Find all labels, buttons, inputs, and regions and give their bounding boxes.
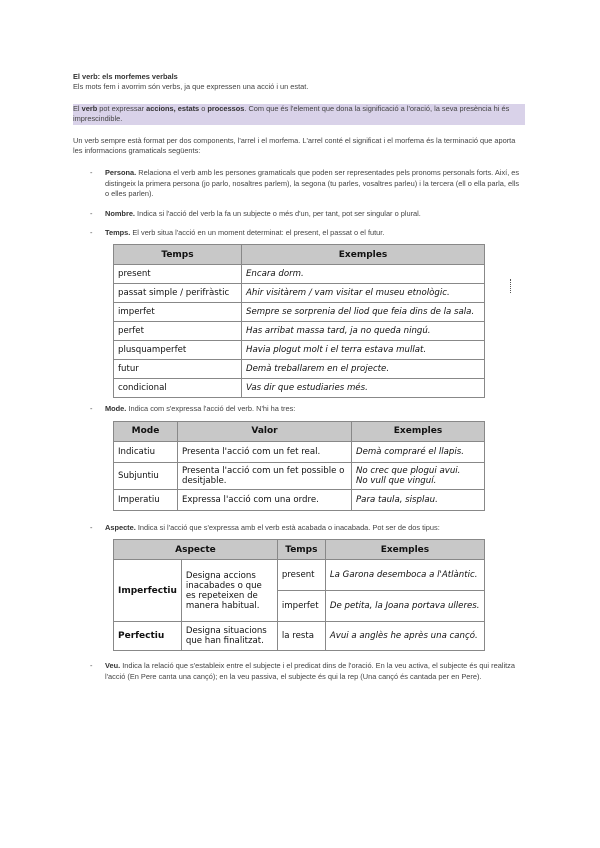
list-item-nombre xyxy=(73,209,525,219)
example-cell: Vas dir que estudiaries més. xyxy=(242,379,485,398)
table-row xyxy=(114,284,485,303)
mode-cell: Indicatiu xyxy=(114,441,178,462)
mode-header-exemples: Exemples xyxy=(352,421,485,441)
mode-cell: Imperatiu xyxy=(114,489,178,510)
aspect-perfectiu-cell: Perfectiu xyxy=(114,622,182,651)
list-item-aspecte xyxy=(73,523,525,651)
table-row xyxy=(114,341,485,360)
temps-header-temps: Temps xyxy=(114,245,242,265)
aspect-table xyxy=(113,539,485,651)
temps-header-exemples: Exemples xyxy=(242,245,485,265)
table-row xyxy=(114,360,485,379)
aspect-header-exemples: Exemples xyxy=(325,540,484,560)
nombre-label: Nombre. xyxy=(105,208,135,218)
example-cell: No crec que plogui avui. No vull que vinguí. xyxy=(352,462,485,489)
valor-cell: Expressa l'acció com una ordre. xyxy=(178,489,352,510)
aspect-desc-cell: Designa situacions que han finalitzat. xyxy=(181,622,277,651)
persona-label: Persona. xyxy=(105,168,137,178)
table-row xyxy=(114,560,485,591)
example-cell: Ahir visitàrem / vam visitar el museu etnològic. xyxy=(242,284,485,303)
term-processos: processos xyxy=(207,103,245,113)
tense-cell: passat simple / perifràstic xyxy=(114,284,242,303)
table-row xyxy=(114,441,485,462)
example-cell: Demà treballarem en el projecte. xyxy=(242,360,485,379)
list-item-mode xyxy=(73,404,525,510)
tense-cell: plusquamperfet xyxy=(114,341,242,360)
tense-cell: imperfet xyxy=(277,591,325,622)
list-item-veu xyxy=(73,661,525,682)
mode-header-valor: Valor xyxy=(178,421,352,441)
term-accions-estats: accions, estats xyxy=(146,103,200,113)
bullet-dash: - xyxy=(90,228,93,238)
temps-table xyxy=(113,244,485,398)
doc-title: El verb: els morfemes verbals xyxy=(73,72,178,81)
valor-cell: Presenta l'acció com un fet real. xyxy=(178,441,352,462)
mode-table xyxy=(113,421,485,511)
tense-cell: present xyxy=(114,265,242,284)
table-row xyxy=(114,462,485,489)
aspect-imperfectiu-cell: Imperfectiu xyxy=(114,560,182,622)
term-verb: verb xyxy=(81,103,98,113)
tense-cell: perfet xyxy=(114,322,242,341)
bullet-dash: - xyxy=(90,168,93,178)
aspect-header-aspecte: Aspecte xyxy=(114,540,278,560)
tense-cell: present xyxy=(277,560,325,591)
aspecte-text: Indica si l'acció que s'expressa amb el verb està acabada o inacabada. Pot ser de dos tipus: xyxy=(135,522,440,532)
tense-cell: futur xyxy=(114,360,242,379)
example-cell: Avui a anglès he après una cançó. xyxy=(325,622,484,651)
mode-label: Mode. xyxy=(105,404,127,414)
aspect-desc-cell: Designa accions inacabades o que es repeteixen de manera habitual. xyxy=(181,560,277,622)
table-row xyxy=(114,622,485,651)
list-item-temps xyxy=(73,228,525,398)
bullet-dash: - xyxy=(90,661,93,671)
list-item-persona xyxy=(73,168,525,199)
margin-marker xyxy=(510,279,512,293)
example-cell: Has arribat massa tard, ja no queda ningú. xyxy=(242,322,485,341)
tense-cell: imperfet xyxy=(114,303,242,322)
persona-text: Relaciona el verb amb les persones gramaticals que poden ser representades pels pronoms personals forts. Així, es distingeix la primera persona (jo parlo, nosaltres parlem), la segona (tu parles, vosaltres parleu) i la tercera (ell o ella parla, ells o elles parlen). xyxy=(105,168,520,199)
table-row xyxy=(114,489,485,510)
intro-text: Els mots fem i avorrim són verbs, ja que expressen una acció i un estat. xyxy=(73,82,309,92)
example-cell: Havia plogut molt i el terra estava mullat. xyxy=(242,341,485,360)
table-row xyxy=(114,379,485,398)
highlighted-definition: El verb pot expressar accions, estats o processos. Com que és l'element que dona la significació a l'oració, la seva presència hi és imprescindible. xyxy=(73,104,525,125)
document-page xyxy=(73,72,525,682)
table-row xyxy=(114,265,485,284)
example-cell: La Garona desemboca a l'Atlàntic. xyxy=(325,560,484,591)
example-cell: Encara dorm. xyxy=(242,265,485,284)
veu-text: Indica la relació que s'estableix entre el subjecte i el predicat dins de l'oració. En la veu activa, el subjecte és qui realitza l'acció (En Pere canta una cançó); en la veu passiva, el subjecte és qui la rep (Una cançó és cantada per en Pere). xyxy=(105,661,515,681)
table-row xyxy=(114,322,485,341)
veu-label: Veu. xyxy=(105,661,121,671)
example-cell: Para taula, sisplau. xyxy=(352,489,485,510)
components-text: Un verb sempre està format per dos components, l'arrel i el morfema. L'arrel conté el significat i el morfema és la terminació que aporta les informacions gramaticals següents: xyxy=(73,135,516,156)
temps-text: El verb situa l'acció en un moment determinat: el present, el passat o el futur. xyxy=(130,228,385,238)
mode-header-mode: Mode xyxy=(114,421,178,441)
example-cell: Demà compraré el llapis. xyxy=(352,441,485,462)
bullet-dash: - xyxy=(90,404,93,414)
aspect-header-temps: Temps xyxy=(277,540,325,560)
example-cell: Sempre se sorprenia del liod que feia dins de la sala. xyxy=(242,303,485,322)
valor-cell: Presenta l'acció com un fet possible o desitjable. xyxy=(178,462,352,489)
temps-label: Temps. xyxy=(105,228,131,238)
tense-cell: la resta xyxy=(277,622,325,651)
bullet-dash: - xyxy=(90,208,93,218)
mode-text: Indica com s'expressa l'acció del verb. N'hi ha tres: xyxy=(126,404,296,414)
example-cell: De petita, la Joana portava ulleres. xyxy=(325,591,484,622)
mode-cell: Subjuntiu xyxy=(114,462,178,489)
aspecte-label: Aspecte. xyxy=(105,522,136,532)
table-row xyxy=(114,303,485,322)
tense-cell: condicional xyxy=(114,379,242,398)
nombre-text: Indica si l'acció del verb la fa un subjecte o més d'un, per tant, pot ser singular o plural. xyxy=(134,208,421,218)
morpheme-list xyxy=(73,168,525,682)
bullet-dash: - xyxy=(90,522,93,532)
